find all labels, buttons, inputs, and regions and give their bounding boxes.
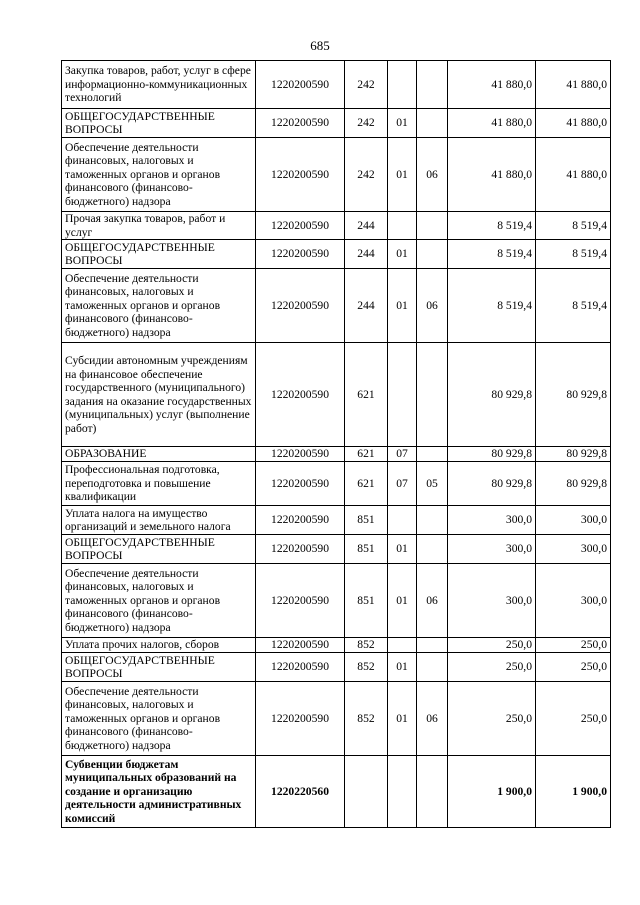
amount-year1-cell: 1 900,0 <box>448 756 536 828</box>
amount-year1-cell: 8 519,4 <box>448 240 536 269</box>
page-number: 685 <box>310 38 330 53</box>
subsection-cell: 06 <box>417 138 448 212</box>
target-article-code-cell: 1220200590 <box>256 653 345 682</box>
section-cell <box>388 61 417 109</box>
expense-type-cell: 851 <box>345 506 388 535</box>
amount-year1-cell: 41 880,0 <box>448 61 536 109</box>
row-name-cell: Субвенции бюджетам муниципальных образований на создание и организацию деятельности административных комиссий <box>62 756 256 828</box>
amount-year1-cell: 300,0 <box>448 535 536 564</box>
target-article-code-cell: 1220220560 <box>256 756 345 828</box>
row-name-cell: ОБЩЕГОСУДАРСТВЕННЫЕ ВОПРОСЫ <box>62 535 256 564</box>
amount-year2-cell: 80 929,8 <box>536 447 611 462</box>
expense-type-cell: 621 <box>345 462 388 506</box>
table-row <box>62 138 611 212</box>
expense-type-cell: 851 <box>345 535 388 564</box>
target-article-code-cell: 1220200590 <box>256 269 345 343</box>
table-row <box>62 240 611 269</box>
section-cell: 01 <box>388 138 417 212</box>
section-cell <box>388 212 417 240</box>
table-row <box>62 653 611 682</box>
amount-year2-cell: 250,0 <box>536 638 611 653</box>
expense-type-cell: 852 <box>345 682 388 756</box>
subsection-cell: 06 <box>417 269 448 343</box>
amount-year1-cell: 250,0 <box>448 682 536 756</box>
expense-type-cell: 244 <box>345 240 388 269</box>
table-row <box>62 638 611 653</box>
target-article-code-cell: 1220200590 <box>256 447 345 462</box>
section-cell <box>388 756 417 828</box>
section-cell: 01 <box>388 535 417 564</box>
target-article-code-cell: 1220200590 <box>256 506 345 535</box>
row-name-cell: Обеспечение деятельности финансовых, налоговых и таможенных органов и органов финансового (финансово-бюджетного) надзора <box>62 269 256 343</box>
section-cell: 01 <box>388 269 417 343</box>
amount-year2-cell: 80 929,8 <box>536 343 611 447</box>
amount-year2-cell: 300,0 <box>536 564 611 638</box>
subsection-cell: 05 <box>417 462 448 506</box>
target-article-code-cell: 1220200590 <box>256 240 345 269</box>
table-row <box>62 343 611 447</box>
section-cell: 01 <box>388 682 417 756</box>
target-article-code-cell: 1220200590 <box>256 212 345 240</box>
row-name-cell: Профессиональная подготовка, переподготовка и повышение квалификации <box>62 462 256 506</box>
amount-year1-cell: 8 519,4 <box>448 212 536 240</box>
amount-year1-cell: 41 880,0 <box>448 109 536 138</box>
row-name-cell: ОБЩЕГОСУДАРСТВЕННЫЕ ВОПРОСЫ <box>62 109 256 138</box>
table-row <box>62 269 611 343</box>
amount-year1-cell: 80 929,8 <box>448 462 536 506</box>
amount-year2-cell: 300,0 <box>536 506 611 535</box>
section-cell: 01 <box>388 653 417 682</box>
subsection-cell: 06 <box>417 564 448 638</box>
amount-year1-cell: 80 929,8 <box>448 447 536 462</box>
row-name-cell: Уплата налога на имущество организаций и земельного налога <box>62 506 256 535</box>
expense-type-cell: 852 <box>345 638 388 653</box>
table-row <box>62 682 611 756</box>
amount-year1-cell: 8 519,4 <box>448 269 536 343</box>
section-cell: 01 <box>388 564 417 638</box>
row-name-cell: Субсидии автономным учреждениям на финансовое обеспечение государственного (муниципального) задания на оказание государственных (муниципальных) услуг (выполнение работ) <box>62 343 256 447</box>
expense-type-cell: 244 <box>345 212 388 240</box>
row-name-cell: ОБЩЕГОСУДАРСТВЕННЫЕ ВОПРОСЫ <box>62 240 256 269</box>
section-cell: 01 <box>388 240 417 269</box>
amount-year2-cell: 41 880,0 <box>536 138 611 212</box>
expense-type-cell: 242 <box>345 109 388 138</box>
subsection-cell <box>417 212 448 240</box>
section-cell: 07 <box>388 447 417 462</box>
expense-type-cell: 242 <box>345 138 388 212</box>
table-row <box>62 447 611 462</box>
target-article-code-cell: 1220200590 <box>256 535 345 564</box>
subsection-cell <box>417 343 448 447</box>
amount-year2-cell: 8 519,4 <box>536 212 611 240</box>
subsection-cell <box>417 61 448 109</box>
amount-year2-cell: 250,0 <box>536 653 611 682</box>
subsection-cell <box>417 109 448 138</box>
target-article-code-cell: 1220200590 <box>256 109 345 138</box>
table-row <box>62 462 611 506</box>
subsection-cell <box>417 638 448 653</box>
row-name-cell: Обеспечение деятельности финансовых, налоговых и таможенных органов и органов финансового (финансово-бюджетного) надзора <box>62 564 256 638</box>
amount-year1-cell: 300,0 <box>448 506 536 535</box>
row-name-cell: Уплата прочих налогов, сборов <box>62 638 256 653</box>
table-row <box>62 756 611 828</box>
table-row <box>62 109 611 138</box>
target-article-code-cell: 1220200590 <box>256 638 345 653</box>
amount-year2-cell: 41 880,0 <box>536 61 611 109</box>
table-row <box>62 535 611 564</box>
subsection-cell: 06 <box>417 682 448 756</box>
amount-year1-cell: 41 880,0 <box>448 138 536 212</box>
amount-year1-cell: 250,0 <box>448 638 536 653</box>
row-name-cell: ОБЩЕГОСУДАРСТВЕННЫЕ ВОПРОСЫ <box>62 653 256 682</box>
section-cell <box>388 343 417 447</box>
amount-year2-cell: 300,0 <box>536 535 611 564</box>
target-article-code-cell: 1220200590 <box>256 61 345 109</box>
subsection-cell <box>417 506 448 535</box>
amount-year2-cell: 8 519,4 <box>536 269 611 343</box>
expense-type-cell: 242 <box>345 61 388 109</box>
row-name-cell: Прочая закупка товаров, работ и услуг <box>62 212 256 240</box>
expense-type-cell <box>345 756 388 828</box>
subsection-cell <box>417 653 448 682</box>
expense-type-cell: 852 <box>345 653 388 682</box>
section-cell: 01 <box>388 109 417 138</box>
target-article-code-cell: 1220200590 <box>256 343 345 447</box>
expense-type-cell: 851 <box>345 564 388 638</box>
row-name-cell: Закупка товаров, работ, услуг в сфере информационно-коммуникационных технологий <box>62 61 256 109</box>
row-name-cell: Обеспечение деятельности финансовых, налоговых и таможенных органов и органов финансового (финансово-бюджетного) надзора <box>62 138 256 212</box>
table-row <box>62 212 611 240</box>
budget-table <box>61 60 611 828</box>
section-cell <box>388 506 417 535</box>
amount-year1-cell: 80 929,8 <box>448 343 536 447</box>
target-article-code-cell: 1220200590 <box>256 564 345 638</box>
target-article-code-cell: 1220200590 <box>256 462 345 506</box>
amount-year2-cell: 1 900,0 <box>536 756 611 828</box>
expense-type-cell: 621 <box>345 343 388 447</box>
table-row <box>62 564 611 638</box>
amount-year2-cell: 80 929,8 <box>536 462 611 506</box>
subsection-cell <box>417 535 448 564</box>
expense-type-cell: 621 <box>345 447 388 462</box>
amount-year1-cell: 300,0 <box>448 564 536 638</box>
subsection-cell <box>417 756 448 828</box>
budget-table-body <box>62 61 611 828</box>
amount-year1-cell: 250,0 <box>448 653 536 682</box>
subsection-cell <box>417 447 448 462</box>
section-cell <box>388 638 417 653</box>
expense-type-cell: 244 <box>345 269 388 343</box>
amount-year2-cell: 8 519,4 <box>536 240 611 269</box>
target-article-code-cell: 1220200590 <box>256 682 345 756</box>
section-cell: 07 <box>388 462 417 506</box>
target-article-code-cell: 1220200590 <box>256 138 345 212</box>
row-name-cell: ОБРАЗОВАНИЕ <box>62 447 256 462</box>
subsection-cell <box>417 240 448 269</box>
table-row <box>62 506 611 535</box>
amount-year2-cell: 250,0 <box>536 682 611 756</box>
row-name-cell: Обеспечение деятельности финансовых, налоговых и таможенных органов и органов финансового (финансово-бюджетного) надзора <box>62 682 256 756</box>
table-row <box>62 61 611 109</box>
amount-year2-cell: 41 880,0 <box>536 109 611 138</box>
